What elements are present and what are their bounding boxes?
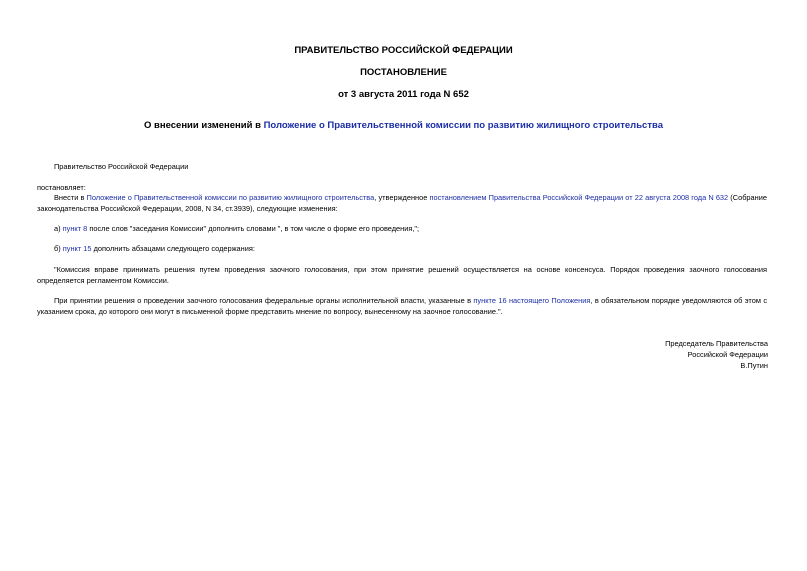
item-b-paragraph bbox=[37, 244, 767, 255]
title-regulation-link[interactable]: Положение о Правительственной комиссии по развитию жилищного строительства bbox=[263, 120, 663, 131]
item-b-prefix: б) bbox=[54, 244, 63, 253]
item-b-text: дополнить абзацами следующего содержания: bbox=[91, 244, 255, 253]
paragraph-amendments bbox=[37, 193, 767, 214]
item-a-paragraph bbox=[37, 224, 767, 235]
intro-paragraph: Правительство Российской Федерации bbox=[54, 162, 189, 171]
signature-block bbox=[468, 338, 768, 371]
p1-text-3: (Собрание законодательства Российской Федерации, 2008, N 34, ст.3939), следующие изменения: bbox=[37, 193, 767, 213]
decrees-paragraph: постановляет: bbox=[37, 183, 86, 192]
title-prefix: О внесении изменений в bbox=[143, 120, 264, 131]
regulation-link[interactable]: Положение о Правительственной комиссии по развитию жилищного строительства bbox=[86, 193, 375, 202]
decree-632-link[interactable]: постановлением Правительства Российской Федерации от 22 августа 2008 года N 632 bbox=[429, 193, 729, 202]
quote2-text-2: , в обязательном порядке уведомляются об этом с указанием срока, до которого они могут в письменной форме представить мнение по вопросу, вынесенному на заочное голосование.". bbox=[37, 296, 768, 316]
p1-text-2: , утвержденное bbox=[374, 193, 430, 202]
point-16-link[interactable]: пункте 16 настоящего Положения bbox=[473, 296, 591, 305]
signature-country: Российской Федерации bbox=[687, 350, 768, 359]
government-heading: ПРАВИТЕЛЬСТВО РОССИЙСКОЙ ФЕДЕРАЦИИ bbox=[294, 45, 513, 56]
point-15-link[interactable]: пункт 15 bbox=[62, 244, 92, 253]
quote2-text-1: При принятии решения о проведении заочного голосования федеральные органы исполнительной власти, указанные в bbox=[54, 296, 474, 305]
document-title bbox=[0, 120, 807, 132]
p1-text-1: Внести в bbox=[54, 193, 87, 202]
item-a-text: после слов "заседания Комиссии" дополнить словами ", в том числе о форме его проведения,"; bbox=[87, 224, 420, 233]
quote-paragraph-2 bbox=[37, 296, 767, 317]
point-8-link[interactable]: пункт 8 bbox=[62, 224, 88, 233]
signature-name: В.Путин bbox=[740, 361, 768, 370]
date-number-heading: от 3 августа 2011 года N 652 bbox=[338, 89, 469, 100]
item-a-prefix: а) bbox=[54, 224, 63, 233]
quote-paragraph-1: "Комиссия вправе принимать решения путем проведения заочного голосования, при этом принятие решений осуществляется на основе консенсуса. Порядок проведения заочного голосования определяется регламентом Комиссии. bbox=[37, 265, 767, 285]
document-type-heading: ПОСТАНОВЛЕНИЕ bbox=[360, 67, 447, 78]
signature-title: Председатель Правительства bbox=[665, 339, 768, 348]
